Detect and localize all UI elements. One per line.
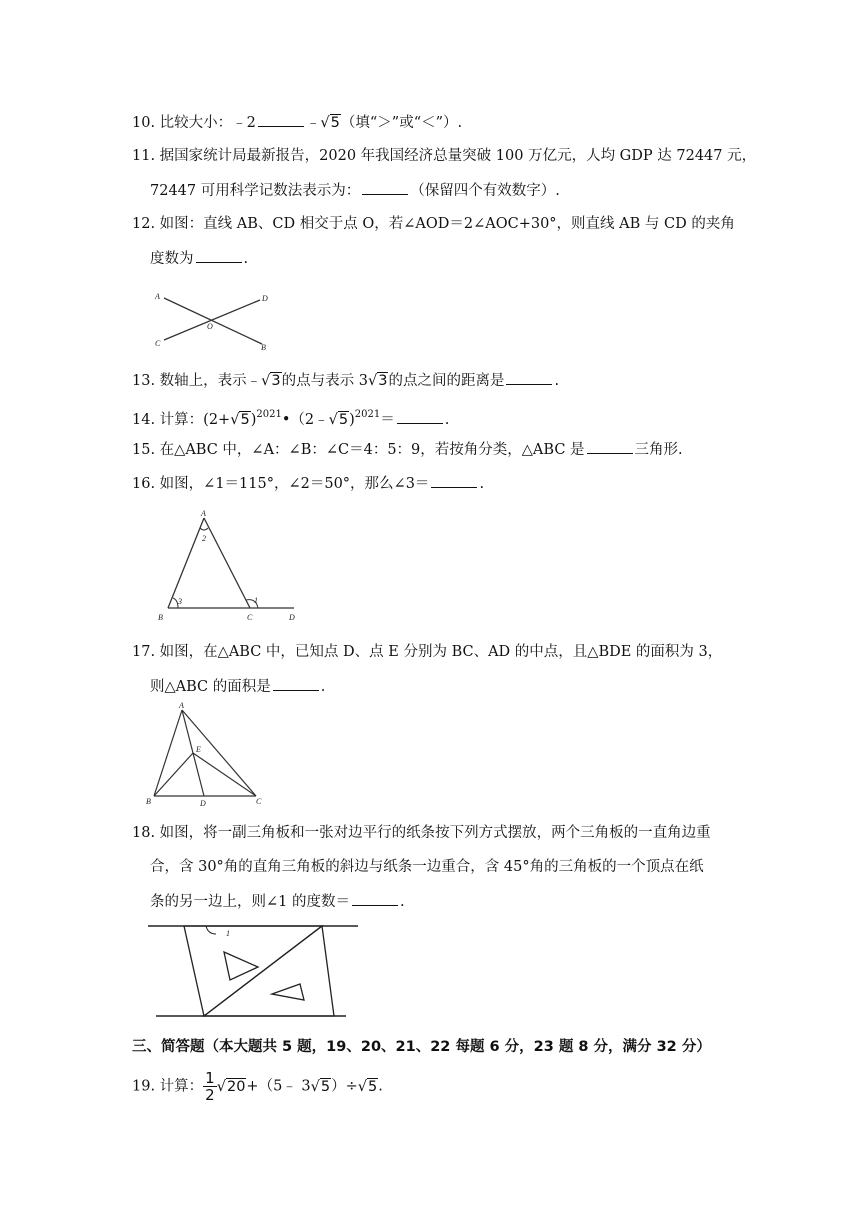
side-ac	[204, 518, 250, 608]
side-ab	[168, 518, 204, 608]
answer-blank[interactable]	[362, 180, 408, 195]
sqrt-symbol: √5	[320, 115, 340, 131]
section-heading: 三、简答题（本大题共 5 题，19、20、21、22 每题 6 分，23 题 8 分，满分 32 分）	[132, 1039, 711, 1055]
set-square-45-hole	[272, 984, 304, 1000]
question-17-line2: 则△ABC 的面积是 .	[150, 676, 325, 697]
label-2: 2	[202, 534, 206, 543]
angle-2-arc	[200, 528, 208, 530]
set-square-45	[204, 926, 334, 1016]
set-square-30-hole	[224, 952, 258, 980]
question-18-line2: 合，含 30°角的直角三角板的斜边与纸条一边重合，含 45°角的三角板的一个顶点在纸	[150, 859, 704, 875]
question-13: 13. 数轴上，表示﹣√3的点与表示 3√3的点之间的距离是 .	[132, 370, 559, 391]
set-square-30	[184, 926, 322, 1016]
question-19: 19. 计算： $\frac{1}{2}$ √20+（5﹣ 3√5）÷√5.	[132, 1069, 383, 1104]
label-b: B	[261, 343, 266, 352]
label-c: C	[155, 339, 161, 348]
answer-blank[interactable]	[587, 439, 633, 454]
label-a: A	[201, 509, 206, 518]
fraction-one-half: $\frac{1}{2}$	[205, 1069, 215, 1104]
label-b: B	[146, 797, 151, 806]
label-d: D	[289, 613, 295, 622]
label-1: 1	[226, 929, 230, 938]
triangle-midpoints-figure	[142, 700, 272, 810]
sqrt-symbol: √3	[368, 373, 388, 389]
label-o: O	[207, 322, 213, 331]
label-c: C	[256, 797, 262, 806]
question-16: 16. 如图，∠1＝115°，∠2＝50°，那么∠3＝ .	[132, 473, 484, 494]
angle-1-arc	[206, 926, 216, 934]
segment-be	[154, 753, 193, 796]
answer-blank[interactable]	[196, 248, 242, 263]
question-12: 12. 如图：直线 AB、CD 相交于点 O，若∠AOD＝2∠AOC+30°，则直线 AB 与 CD 的夹角	[132, 216, 735, 232]
question-17: 17. 如图，在△ABC 中，已知点 D、点 E 分别为 BC、AD 的中点，且△BDE 的面积为 3，	[132, 644, 723, 660]
sqrt-symbol: √3	[261, 373, 281, 389]
sqrt-symbol: √5	[230, 412, 250, 428]
label-a: A	[179, 701, 184, 710]
question-10: 10. 比较大小：﹣2 ﹣√5（填“＞”或“＜”）.	[132, 112, 462, 133]
set-squares-figure	[146, 922, 362, 1022]
answer-blank[interactable]	[506, 370, 552, 385]
intersecting-lines-figure	[150, 288, 280, 354]
label-b: B	[158, 613, 163, 622]
sqrt-symbol: √5	[328, 412, 349, 428]
question-12-line2: 度数为 .	[150, 248, 248, 269]
label-d: D	[200, 799, 206, 808]
side-ab	[154, 710, 182, 796]
label-d: D	[262, 294, 268, 303]
question-14: 14. 计算：$(2+√5)^{2021}•(2﹣√5)^{2021}=$ .	[132, 409, 450, 428]
answer-blank[interactable]	[397, 409, 443, 424]
label-a: A	[155, 292, 160, 301]
answer-blank[interactable]	[273, 676, 319, 691]
answer-blank[interactable]	[431, 473, 477, 488]
question-18: 18. 如图，将一副三角板和一张对边平行的纸条按下列方式摆放，两个三角板的一直角边重	[132, 825, 711, 841]
question-11: 11. 据国家统计局最新报告，2020 年我国经济总量突破 100 万亿元，人均 GDP 达 72447 元，	[132, 148, 757, 164]
label-e: E	[196, 745, 201, 754]
sqrt-symbol: √20	[216, 1078, 246, 1095]
question-15: 15. 在△ABC 中，∠A：∠B：∠C＝4：5：9，若按角分类，△ABC 是 三角形.	[132, 439, 683, 460]
sqrt-symbol: √5	[310, 1078, 331, 1095]
triangle-angles-figure	[150, 506, 310, 626]
answer-blank[interactable]	[352, 891, 398, 906]
label-3: 3	[178, 597, 182, 606]
line-cd	[164, 300, 260, 340]
label-1: 1	[254, 596, 258, 605]
sqrt-symbol: √5	[357, 1078, 378, 1095]
answer-blank[interactable]	[258, 112, 304, 127]
question-18-line3: 条的另一边上，则∠1 的度数＝ .	[150, 891, 405, 912]
label-c: C	[247, 613, 253, 622]
question-11-line2: 72447 可用科学记数法表示为： （保留四个有效数字）.	[150, 180, 560, 201]
